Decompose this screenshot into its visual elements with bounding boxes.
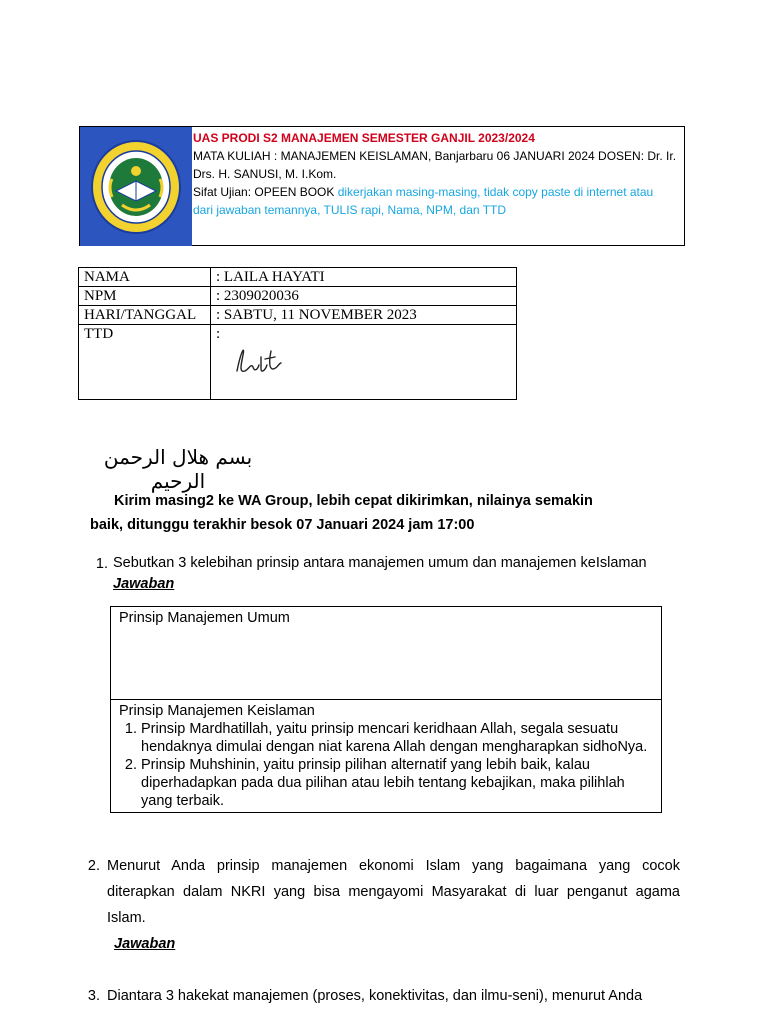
question-text: Diantara 3 hakekat manajemen (proses, konektivitas, dan ilmu-seni), menurut Anda: [107, 988, 643, 1004]
header-text-block: [193, 129, 683, 219]
lecturer-line: Drs. H. SANUSI, M. I.Kom.: [193, 167, 337, 181]
answer-label: Jawaban: [113, 576, 175, 592]
exam-header-box: [79, 126, 685, 246]
notice-line-1-text: Kirim masing2 ke WA Group, lebih cepat dikirimkan, nilainya semakin: [114, 493, 593, 509]
identity-label: TTD: [79, 325, 211, 400]
identity-value: : SABTU, 11 NOVEMBER 2023: [211, 306, 517, 325]
identity-value: :: [216, 326, 221, 342]
notice-line-2: baik, ditunggu terakhir besok 07 Januari 2024 jam 17:00: [90, 517, 475, 533]
signature-cell: [211, 325, 517, 400]
question-number: 3.: [87, 988, 100, 1004]
list-item: 2. Prinsip Muhshinin, yaitu prinsip pilihan alternatif yang lebih baik, kalau diperhadapkan pada dua pilihan atau lebih tentang kebajikan, maka pilihlah yang terbaik.: [141, 756, 653, 810]
question-text: Sebutkan 3 kelebihan prinsip antara manajemen umum dan manajemen keIslaman: [113, 555, 647, 571]
answer-label: Jawaban: [114, 936, 176, 952]
student-identity-table: [78, 267, 517, 400]
identity-row-name: [79, 268, 517, 287]
exam-nature-line: [193, 183, 683, 201]
handwritten-signature: [231, 341, 291, 381]
question-3: [80, 983, 680, 1009]
general-principle-title: Prinsip Manajemen Umum: [119, 610, 290, 626]
identity-label: NPM: [79, 287, 211, 306]
islamic-principle-row: [111, 700, 662, 813]
islamic-principle-cell: [111, 700, 662, 813]
identity-value: : 2309020036: [211, 287, 517, 306]
general-principle-row: [111, 607, 662, 700]
question-2: [80, 853, 680, 957]
question-number: 1.: [95, 556, 108, 572]
general-principle-cell: [111, 607, 662, 700]
identity-label: NAMA: [79, 268, 211, 287]
university-logo: [80, 127, 192, 246]
identity-label: HARI/TANGGAL: [79, 306, 211, 325]
question-number: 2.: [87, 858, 100, 874]
identity-row-date: [79, 306, 517, 325]
submission-notice: [90, 489, 650, 537]
principle-comparison-table: [110, 606, 662, 813]
islamic-principle-title: Prinsip Manajemen Keislaman: [119, 703, 315, 719]
university-seal-icon: [86, 135, 186, 239]
course-line: MATA KULIAH : MANAJEMEN KEISLAMAN, Banjarbaru 06 JANUARI 2024 DOSEN: Dr. Ir.: [193, 149, 677, 163]
identity-row-signature: [79, 325, 517, 400]
islamic-principle-list: [119, 720, 653, 810]
exam-title: UAS PRODI S2 MANAJEMEN SEMESTER GANJIL 2023/2024: [193, 131, 535, 145]
identity-value: : LAILA HAYATI: [211, 268, 517, 287]
question-text: Menurut Anda prinsip manajemen ekonomi Islam yang bagaimana yang cocok diterapkan dalam NKRI yang bisa mengayomi Masyarakat di luar penganut agama Islam.: [107, 858, 680, 926]
list-item: 1. Prinsip Mardhatillah, yaitu prinsip mencari keridhaan Allah, segala sesuatu hendaknya dimulai dengan niat karena Allah dengan mengharapkan sidhoNya.: [141, 720, 653, 756]
exam-nature-label: Sifat Ujian: OPEEN BOOK: [193, 185, 338, 199]
identity-row-npm: [79, 287, 517, 306]
exam-instructions-cont: dari jawaban temannya, TULIS rapi, Nama, NPM, dan TTD: [193, 203, 507, 217]
notice-line-1: [90, 489, 650, 513]
question-1: [88, 551, 688, 593]
basmala-heading: بسم هلال الرحمن الرحيم: [103, 445, 253, 493]
exam-instructions: dikerjakan masing-masing, tidak copy paste di internet atau: [337, 185, 654, 199]
